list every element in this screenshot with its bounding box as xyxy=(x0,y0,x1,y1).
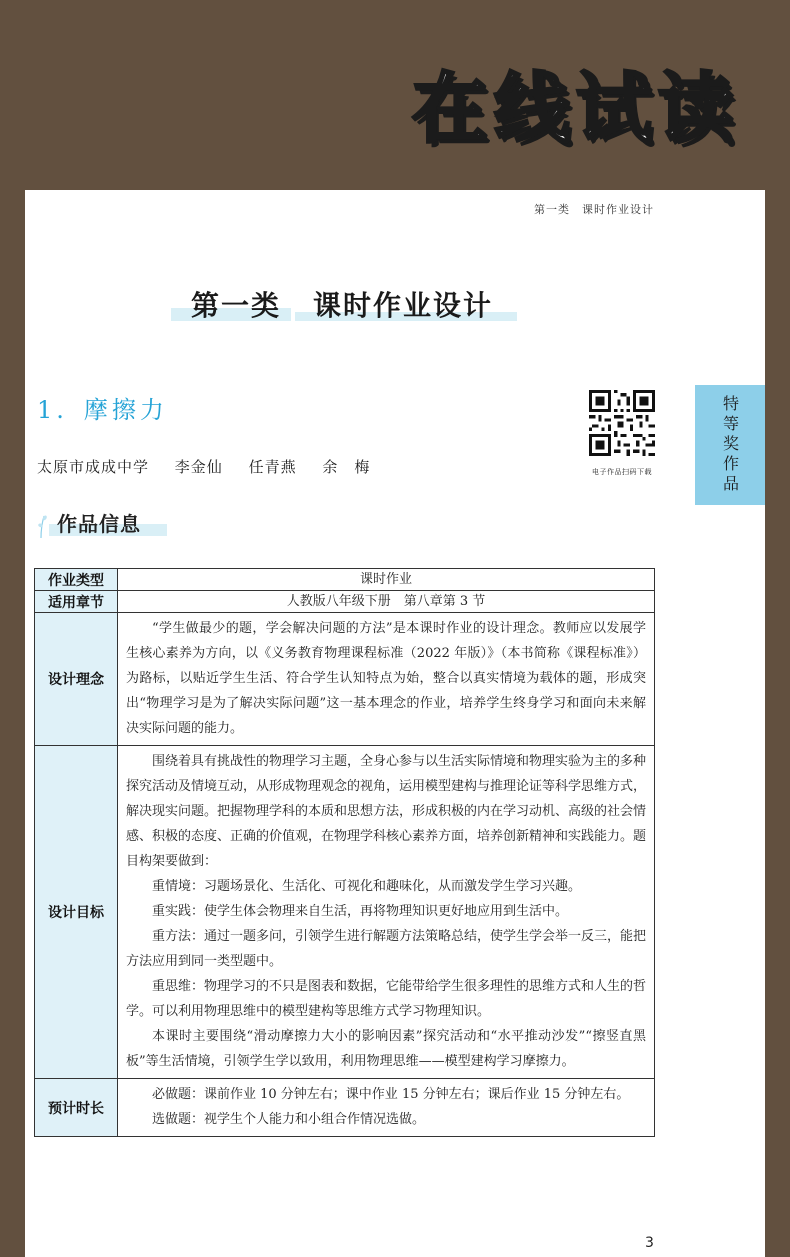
running-head: 第一类 课时作业设计 xyxy=(534,203,654,216)
author-school: 太原市成成中学 xyxy=(37,458,150,476)
row-label: 设计目标 xyxy=(35,746,118,1079)
row-value: 人教版八年级下册 第八章第 3 节 xyxy=(118,591,655,613)
chapter-title xyxy=(171,284,517,328)
section-title xyxy=(37,390,168,425)
paragraph: 选做题：视学生个人能力和小组合作情况选做。 xyxy=(152,1112,426,1127)
row-label: 作业类型 xyxy=(35,569,118,591)
author-name: 余 梅 xyxy=(322,458,371,476)
side-tab-award[interactable]: 特等奖作品 xyxy=(695,385,765,505)
row-label: 设计理念 xyxy=(35,613,118,746)
table-row xyxy=(35,591,655,613)
banner-title: 在线试读 xyxy=(412,64,740,153)
paragraph: 重实践：使学生体会物理来自生活，再将物理知识更好地应用到生活中。 xyxy=(152,904,569,919)
row-value xyxy=(118,746,655,1079)
author-name: 任青燕 xyxy=(248,458,297,476)
info-heading xyxy=(35,508,175,538)
row-value xyxy=(118,613,655,746)
paragraph: 必做题：课前作业 10 分钟左右；课中作业 15 分钟左右；课后作业 15 分钟左右。 xyxy=(152,1087,630,1102)
paragraph: 重方法：通过一题多问，引领学生进行解题方法策略总结，使学生学会举一反三，能把方法应用到同一类型题中。 xyxy=(126,929,647,969)
chapter-title-part1: 第一类 xyxy=(191,289,282,322)
row-value xyxy=(118,1079,655,1137)
row-value: 课时作业 xyxy=(118,569,655,591)
author-name: 李金仙 xyxy=(174,458,223,476)
table-row xyxy=(35,613,655,746)
qr-code-icon[interactable] xyxy=(589,390,655,456)
row-label: 预计时长 xyxy=(35,1079,118,1137)
info-table xyxy=(34,568,655,1137)
book-page xyxy=(25,190,765,1257)
section-title-text: 摩擦力 xyxy=(83,396,168,424)
row-label: 适用章节 xyxy=(35,591,118,613)
paragraph: 围绕着具有挑战性的物理学习主题，全身心参与以生活实际情境和物理实验为主的多种探究活动及情境互动，从形成物理观念的视角，运用模型建构与推理论证等科学思维方式，解决现实问题。把握物理学科的本质和思想方法，形成积极的内在学习动机、高级的社会情感、积极的态度、正确的价值观，在物理学科核心素养方面，培养创新精神和实践能力。题目构架要做到： xyxy=(126,754,647,869)
table-row xyxy=(35,746,655,1079)
chapter-title-part2: 课时作业设计 xyxy=(313,289,494,322)
paragraph: 重情境：习题场景化、生活化、可视化和趣味化，从而激发学生学习兴趣。 xyxy=(152,879,582,894)
banner xyxy=(0,0,790,190)
info-heading-text: 作品信息 xyxy=(57,512,141,536)
qr-block xyxy=(588,390,656,477)
paragraph: “学生做最少的题，学会解决问题的方法”是本课时作业的设计理念。教师应以发展学生核心素养为方向，以《义务教育物理课程标准（2022 年版）》（本书简称《课程标准》）为路标，以贴近学生生活、符合学生认知特点为始，整合以真实情境为载体的题，形成突出“物理学习是为了解决实际问题”这一基本理念的作业，培养学生终身学习和面向未来解决实际问题的能力。 xyxy=(126,621,646,736)
table-row xyxy=(35,569,655,591)
paragraph: 本课时主要围绕“滑动摩擦力大小的影响因素”探究活动和“水平推动沙发”“擦竖直黑板”等生活情境，引领学生学以致用，利用物理思维——模型建构学习摩擦力。 xyxy=(126,1029,646,1069)
page-number: 3 xyxy=(645,1235,654,1251)
section-number: 1. xyxy=(37,396,68,424)
paragraph: 重思维：物理学习的不只是图表和数据，它能带给学生很多理性的思维方式和人生的哲学。可以利用物理思维中的模型建构等思维方式学习物理知识。 xyxy=(126,979,647,1019)
authors xyxy=(37,456,390,477)
leaf-icon xyxy=(35,511,49,539)
table-row xyxy=(35,1079,655,1137)
qr-caption: 电子作品扫码下载 xyxy=(592,468,652,476)
